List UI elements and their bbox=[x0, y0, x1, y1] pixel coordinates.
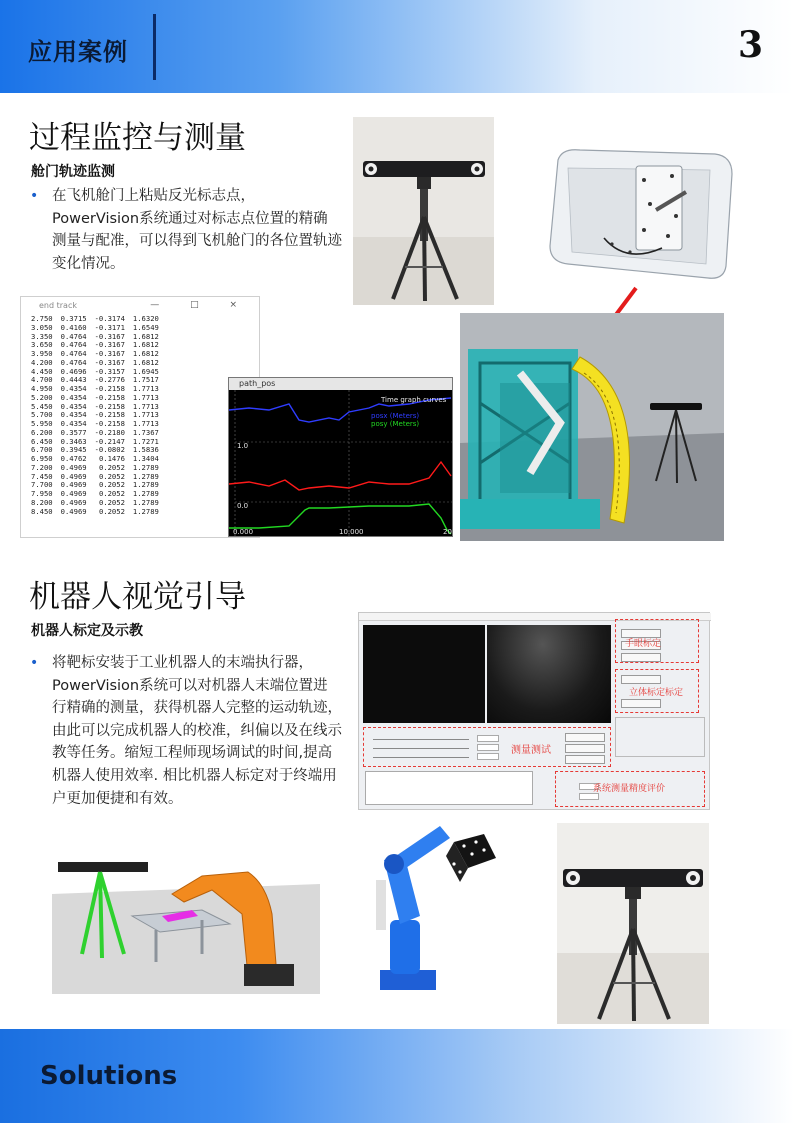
table-cell: 0.4969 bbox=[60, 489, 87, 498]
table-cell: 1.7713 bbox=[132, 419, 159, 428]
table-cell: -0.3157 bbox=[94, 366, 125, 376]
graph-legend-posy: posy (Meters) bbox=[371, 420, 420, 428]
table-cell: 0.2052 bbox=[98, 471, 125, 481]
table-cell: 0.3577 bbox=[60, 427, 87, 437]
section2-bullet bbox=[30, 652, 342, 810]
table-cell: 0.1476 bbox=[98, 454, 125, 463]
table-cell: 0.4354 bbox=[60, 392, 87, 402]
table-cell: 4.450 bbox=[31, 366, 53, 376]
table-cell: 1.3404 bbox=[132, 454, 159, 463]
table-cell: 3.050 bbox=[31, 322, 53, 332]
table-cell: 5.200 bbox=[31, 392, 53, 402]
table-cell: 4.700 bbox=[31, 375, 53, 385]
page-number: 3 bbox=[738, 24, 764, 66]
sw-field[interactable] bbox=[477, 735, 499, 742]
door-fixture-3d-render bbox=[460, 313, 724, 541]
table-cell: -0.3167 bbox=[94, 340, 125, 350]
table-cell: 0.4354 bbox=[60, 401, 87, 411]
page-header bbox=[0, 0, 794, 93]
table-cell: 0.3715 bbox=[60, 314, 87, 323]
end-track-table bbox=[31, 315, 163, 516]
tracker-tripod-photo-2 bbox=[557, 823, 709, 1024]
table-cell: -0.3167 bbox=[94, 331, 125, 341]
sw-button[interactable] bbox=[565, 744, 605, 753]
table-cell: -0.2180 bbox=[94, 427, 125, 437]
end-track-title: end track bbox=[39, 301, 77, 310]
table-cell: 0.4764 bbox=[60, 340, 87, 350]
aircraft-door-photo bbox=[540, 146, 740, 284]
table-cell: 0.4354 bbox=[60, 410, 87, 420]
table-cell: 7.200 bbox=[31, 462, 53, 472]
table-cell: -0.3167 bbox=[94, 349, 125, 358]
table-cell: 0.2052 bbox=[98, 462, 125, 472]
table-cell: 1.2789 bbox=[132, 471, 159, 481]
right-camera-view bbox=[487, 625, 611, 723]
table-cell: 0.4443 bbox=[60, 375, 87, 385]
table-cell: 5.950 bbox=[31, 419, 53, 428]
graph-legend-title: Time graph curves bbox=[381, 396, 447, 404]
path-pos-graph-window bbox=[228, 377, 453, 537]
table-cell: 0.4764 bbox=[60, 357, 87, 367]
table-cell: 3.650 bbox=[31, 340, 53, 350]
table-cell: -0.0802 bbox=[94, 445, 125, 455]
table-cell: 0.4764 bbox=[60, 349, 87, 358]
table-cell: 0.3945 bbox=[60, 445, 87, 455]
table-cell: 0.4969 bbox=[60, 480, 87, 490]
table-cell: 1.2789 bbox=[132, 462, 159, 472]
table-cell: 6.450 bbox=[31, 436, 53, 446]
sw-button[interactable] bbox=[565, 733, 605, 742]
table-cell: 1.6812 bbox=[132, 349, 159, 358]
sw-field[interactable] bbox=[579, 793, 599, 800]
table-cell: 1.7713 bbox=[132, 401, 159, 411]
table-cell: 8.200 bbox=[31, 497, 53, 507]
table-cell: 0.4969 bbox=[60, 471, 87, 481]
accuracy-evaluation-label: 系统测量精度评价 bbox=[593, 784, 666, 794]
section1-bullet-text: 在飞机舱门上粘贴反光标志点，PowerVision系统通过对标志点位置的精确测量与配准，可以得到飞机舱门的各位置轨迹变化情况。 bbox=[52, 188, 342, 272]
table-cell: -0.3174 bbox=[94, 314, 125, 323]
table-cell: 1.7713 bbox=[132, 384, 159, 393]
sw-button[interactable] bbox=[621, 675, 661, 684]
table-cell: 3.950 bbox=[31, 349, 53, 358]
table-cell: 1.6812 bbox=[132, 340, 159, 350]
table-cell: 1.5836 bbox=[132, 445, 159, 455]
section1-subheading: 舱门轨迹监测 bbox=[31, 164, 115, 180]
table-cell: 3.350 bbox=[31, 331, 53, 341]
bullet-dot-icon: • bbox=[30, 188, 39, 204]
table-cell: -0.2158 bbox=[94, 401, 125, 411]
table-cell: -0.2158 bbox=[94, 384, 125, 393]
table-cell: 7.700 bbox=[31, 480, 53, 490]
table-cell: 1.7271 bbox=[132, 436, 159, 446]
header-title: 应用案例 bbox=[28, 38, 128, 66]
table-cell: 0.4696 bbox=[60, 366, 87, 376]
table-cell: 4.950 bbox=[31, 384, 53, 393]
table-cell: 0.4764 bbox=[60, 331, 87, 341]
sw-field[interactable] bbox=[477, 744, 499, 751]
section2-subheading: 机器人标定及示教 bbox=[31, 623, 143, 639]
table-cell: 1.2789 bbox=[132, 506, 159, 516]
sw-slider[interactable] bbox=[373, 748, 469, 749]
page-footer bbox=[0, 1029, 794, 1123]
options-panel bbox=[615, 717, 705, 757]
sw-slider[interactable] bbox=[373, 739, 469, 740]
table-cell: 0.2052 bbox=[98, 489, 125, 498]
table-cell: 7.950 bbox=[31, 489, 53, 498]
table-cell: 1.7367 bbox=[132, 427, 159, 437]
stereo-calibration-label: 立体标定标定 bbox=[629, 688, 684, 698]
table-cell: -0.2158 bbox=[94, 410, 125, 420]
graph-xtick-0: 0.000 bbox=[233, 528, 254, 536]
table-cell: 1.2789 bbox=[132, 497, 159, 507]
hand-eye-calibration-label: 手眼标定 bbox=[625, 639, 662, 649]
table-cell: 0.2052 bbox=[98, 506, 125, 516]
table-cell: 4.200 bbox=[31, 357, 53, 367]
table-cell: 1.7713 bbox=[132, 392, 159, 402]
table-cell: 0.2052 bbox=[98, 497, 125, 507]
graph-window-title: path_pos bbox=[229, 378, 452, 390]
table-cell: 5.450 bbox=[31, 401, 53, 411]
robot-simulation-render bbox=[52, 854, 320, 994]
measurement-test-label: 测量测试 bbox=[511, 745, 551, 756]
table-cell: 1.2789 bbox=[132, 480, 159, 490]
table-cell: -0.3167 bbox=[94, 357, 125, 367]
graph-xtick-10: 10.000 bbox=[339, 528, 364, 536]
table-cell: 0.4354 bbox=[60, 419, 87, 428]
section2-bullet-text: 将靶标安装于工业机器人的末端执行器，PowerVision系统可以对机器人末端位置进行精确的测量，获得机器人完整的运动轨迹，由此可以完成机器人的校准，纠偏以及在线示教等任务。缩短工程师现场调试的时间,提高机器人使用效率. 相比机器人标定对于终端用户更加便捷和有效。 bbox=[52, 655, 342, 807]
graph-legend-posx: posx (Meters) bbox=[371, 412, 420, 420]
left-camera-view bbox=[363, 625, 485, 723]
software-log bbox=[365, 771, 533, 805]
end-track-titlebar bbox=[21, 297, 259, 315]
sw-button[interactable] bbox=[565, 755, 605, 764]
sw-button[interactable] bbox=[621, 653, 661, 662]
table-cell: 8.450 bbox=[31, 506, 53, 516]
table-cell: 1.6812 bbox=[132, 357, 159, 367]
sw-button[interactable] bbox=[621, 699, 661, 708]
bullet-dot-icon: • bbox=[30, 655, 39, 671]
time-graph bbox=[229, 390, 452, 536]
table-cell: 1.6549 bbox=[132, 322, 159, 332]
series-line-red bbox=[229, 462, 451, 490]
table-cell: 1.6320 bbox=[132, 314, 159, 323]
table-cell: -0.2147 bbox=[94, 436, 125, 446]
sw-slider[interactable] bbox=[373, 757, 469, 758]
table-cell: 0.4762 bbox=[60, 454, 87, 463]
table-cell: 0.4969 bbox=[60, 462, 87, 472]
table-cell: 5.700 bbox=[31, 410, 53, 420]
tracker-tripod-photo bbox=[353, 117, 494, 305]
graph-xtick-20: 20 bbox=[443, 528, 452, 536]
table-cell: 2.750 bbox=[31, 314, 53, 323]
table-cell: 1.2789 bbox=[132, 489, 159, 498]
section1-title: 过程监控与测量 bbox=[29, 120, 246, 156]
table-cell: -0.2776 bbox=[94, 375, 125, 385]
table-cell: 1.6812 bbox=[132, 331, 159, 341]
table-cell: 0.4969 bbox=[60, 497, 87, 507]
blue-robot-arm-photo bbox=[360, 820, 500, 996]
table-cell: 1.6945 bbox=[132, 366, 159, 376]
table-cell: 0.4354 bbox=[60, 384, 87, 393]
table-row bbox=[31, 508, 163, 517]
table-cell: 0.4969 bbox=[60, 506, 87, 516]
table-cell: 1.7517 bbox=[132, 375, 159, 385]
table-cell: 7.450 bbox=[31, 471, 53, 481]
table-cell: 0.2052 bbox=[98, 480, 125, 490]
graph-ytick-1: 1.0 bbox=[237, 442, 249, 450]
table-cell: 1.7713 bbox=[132, 410, 159, 420]
table-cell: -0.2158 bbox=[94, 419, 125, 428]
table-cell: -0.3171 bbox=[94, 322, 125, 332]
section1-bullet bbox=[30, 185, 342, 275]
end-track-window bbox=[20, 296, 260, 538]
window-controls-icon[interactable]: — □ × bbox=[150, 300, 251, 310]
section2-title: 机器人视觉引导 bbox=[29, 579, 246, 615]
footer-label: Solutions bbox=[40, 1061, 178, 1091]
table-cell: 0.3463 bbox=[60, 436, 87, 446]
calibration-software-screenshot bbox=[358, 612, 710, 810]
table-cell: -0.2158 bbox=[94, 392, 125, 402]
graph-ytick-0: 0.0 bbox=[237, 502, 249, 510]
table-cell: 6.700 bbox=[31, 445, 53, 455]
header-divider bbox=[153, 14, 156, 80]
sw-field[interactable] bbox=[477, 753, 499, 760]
table-cell: 6.950 bbox=[31, 454, 53, 463]
table-cell: 6.200 bbox=[31, 427, 53, 437]
table-cell: 0.4160 bbox=[60, 322, 87, 332]
